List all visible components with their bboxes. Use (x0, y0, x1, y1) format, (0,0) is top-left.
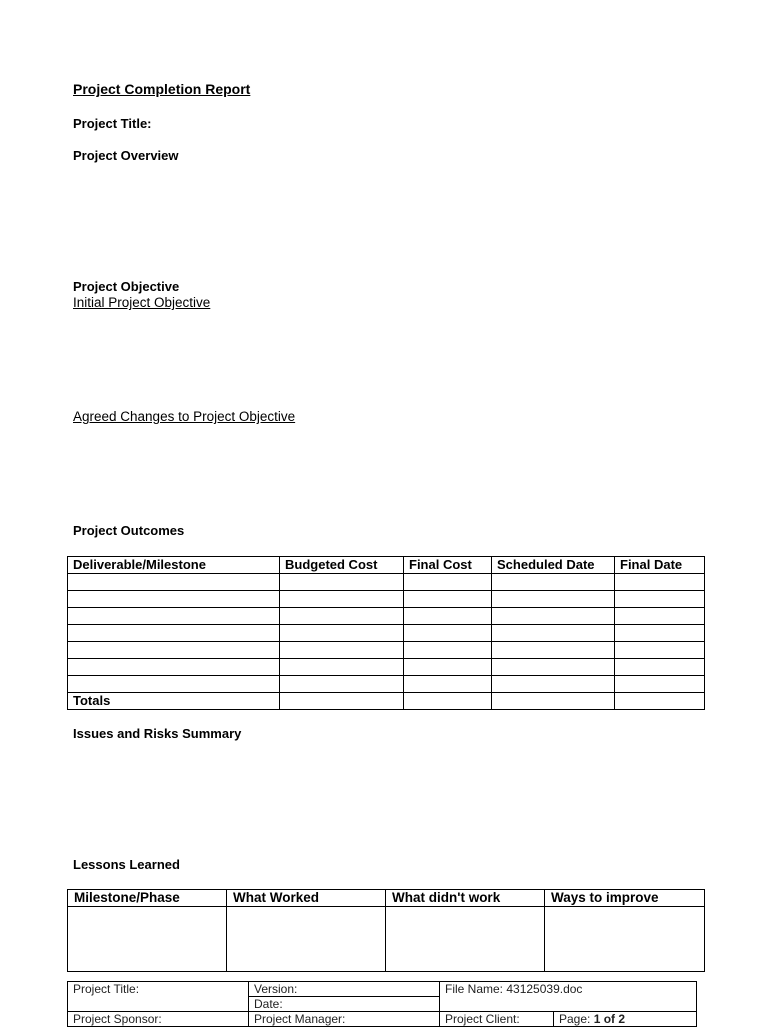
table-cell[interactable] (545, 907, 705, 972)
table-cell[interactable] (280, 625, 404, 642)
table-cell[interactable] (492, 625, 615, 642)
table-row (68, 676, 705, 693)
table-cell[interactable] (404, 608, 492, 625)
table-cell[interactable] (615, 659, 705, 676)
column-header: Final Date (615, 557, 705, 574)
table-cell[interactable] (404, 625, 492, 642)
table-cell[interactable] (404, 574, 492, 591)
footer-project-sponsor: Project Sponsor: (68, 1012, 249, 1027)
column-header: Ways to improve (545, 890, 705, 907)
table-cell[interactable] (615, 591, 705, 608)
column-header: What didn't work (386, 890, 545, 907)
table-cell[interactable] (68, 907, 227, 972)
table-header-row (68, 557, 705, 574)
table-cell[interactable] (280, 574, 404, 591)
table-cell[interactable] (280, 676, 404, 693)
project-title-label: Project Title: (73, 116, 152, 131)
table-cell[interactable] (492, 642, 615, 659)
table-cell[interactable] (68, 659, 280, 676)
table-row (68, 642, 705, 659)
footer-version: Version: (249, 982, 440, 997)
table-cell[interactable] (280, 659, 404, 676)
table-cell[interactable] (386, 907, 545, 972)
table-cell[interactable] (280, 608, 404, 625)
footer-date: Date: (249, 997, 440, 1012)
table-cell[interactable] (68, 574, 280, 591)
table-cell[interactable] (280, 642, 404, 659)
footer-page-number (554, 1012, 697, 1027)
table-cell[interactable] (615, 676, 705, 693)
table-cell[interactable] (492, 676, 615, 693)
table-cell[interactable] (615, 625, 705, 642)
lessons-learned-table (67, 889, 705, 972)
project-objective-heading: Project Objective (73, 279, 180, 294)
footer-project-title: Project Title: (68, 982, 249, 1012)
table-cell[interactable] (404, 693, 492, 710)
table-cell[interactable] (68, 608, 280, 625)
table-cell[interactable] (68, 625, 280, 642)
table-cell[interactable] (68, 642, 280, 659)
footer-page-label: Page: (559, 1012, 594, 1026)
table-cell[interactable] (227, 907, 386, 972)
table-cell[interactable] (280, 693, 404, 710)
table-cell[interactable] (615, 608, 705, 625)
table-cell[interactable] (492, 659, 615, 676)
table-cell[interactable] (280, 591, 404, 608)
footer-file-name: File Name: 43125039.doc (440, 982, 697, 1012)
column-header: Scheduled Date (492, 557, 615, 574)
table-cell[interactable] (404, 659, 492, 676)
report-title: Project Completion Report (73, 81, 251, 97)
issues-risks-heading: Issues and Risks Summary (73, 726, 242, 741)
table-cell[interactable] (615, 574, 705, 591)
document-footer-table (67, 981, 697, 1027)
table-cell[interactable] (68, 591, 280, 608)
table-cell[interactable] (492, 608, 615, 625)
totals-row (68, 693, 705, 710)
table-cell[interactable] (68, 676, 280, 693)
table-cell[interactable] (615, 693, 705, 710)
table-cell[interactable] (404, 676, 492, 693)
table-cell[interactable] (492, 693, 615, 710)
lessons-learned-heading: Lessons Learned (73, 857, 180, 872)
column-header: Deliverable/Milestone (68, 557, 280, 574)
column-header: Final Cost (404, 557, 492, 574)
project-outcomes-table (67, 556, 705, 710)
agreed-changes-label: Agreed Changes to Project Objective (73, 409, 296, 424)
table-cell[interactable] (615, 642, 705, 659)
table-row (68, 574, 705, 591)
table-row (68, 591, 705, 608)
table-cell[interactable] (492, 591, 615, 608)
table-cell[interactable] (404, 642, 492, 659)
project-outcomes-heading: Project Outcomes (73, 523, 185, 538)
table-header-row (68, 890, 705, 907)
table-cell[interactable] (492, 574, 615, 591)
column-header: What Worked (227, 890, 386, 907)
footer-project-manager: Project Manager: (249, 1012, 440, 1027)
totals-label: Totals (68, 693, 280, 710)
project-overview-heading: Project Overview (73, 148, 179, 163)
footer-project-client: Project Client: (440, 1012, 554, 1027)
initial-objective-label: Initial Project Objective (73, 295, 211, 310)
table-row (68, 608, 705, 625)
table-cell[interactable] (404, 591, 492, 608)
table-row (68, 625, 705, 642)
column-header: Milestone/Phase (68, 890, 227, 907)
table-row (68, 659, 705, 676)
table-row (68, 907, 705, 972)
footer-page-value: 1 of 2 (593, 1012, 626, 1026)
column-header: Budgeted Cost (280, 557, 404, 574)
